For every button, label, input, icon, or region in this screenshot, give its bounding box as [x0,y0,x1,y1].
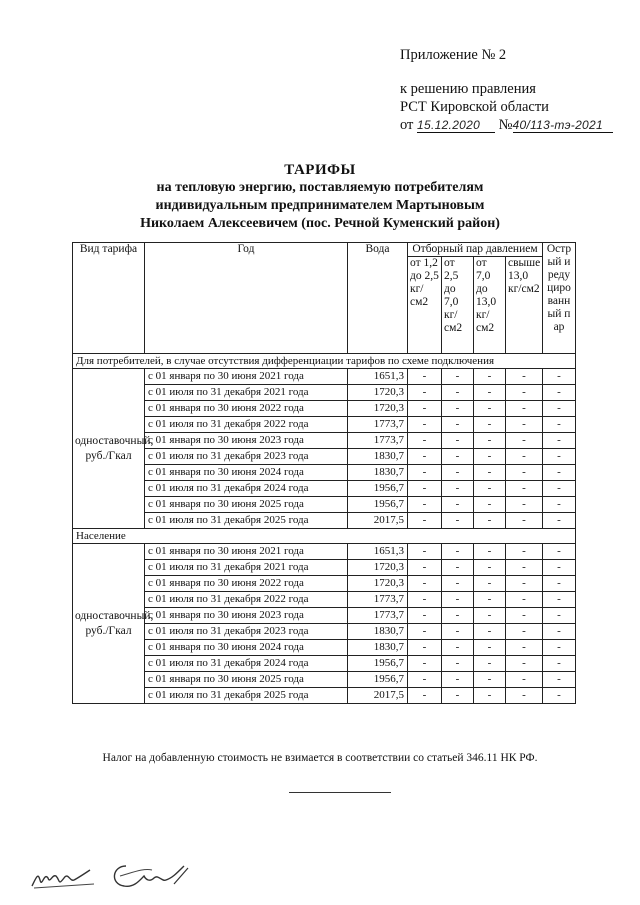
water-value: 1956,7 [348,672,408,688]
steam-value: - [442,401,474,417]
table-row [73,624,576,640]
steam-value: - [543,497,576,513]
steam-value: - [506,672,543,688]
steam-value: - [442,672,474,688]
water-value: 1651,3 [348,544,408,560]
steam-value: - [442,592,474,608]
steam-value: - [474,449,506,465]
steam-value: - [442,433,474,449]
steam-value: - [408,369,442,385]
decision-line: к решению правления [400,81,536,97]
period-cell: с 01 января по 30 июня 2022 года [145,401,348,417]
steam-value: - [543,433,576,449]
table-row [73,544,576,560]
steam-value: - [543,608,576,624]
period-cell: с 01 июля по 31 декабря 2021 года [145,560,348,576]
tariff-type: одноставочный, руб./Гкал [73,544,145,704]
header-water: Вода [348,243,408,354]
steam-value: - [474,369,506,385]
table-row [73,385,576,401]
steam-value: - [474,513,506,529]
steam-value: - [408,576,442,592]
steam-value: - [442,369,474,385]
steam-value: - [474,592,506,608]
steam-value: - [543,624,576,640]
steam-value: - [543,481,576,497]
steam-value: - [474,560,506,576]
steam-value: - [506,385,543,401]
section-title: Население [73,529,576,544]
table-row [73,656,576,672]
period-cell: с 01 июля по 31 декабря 2025 года [145,688,348,704]
steam-value: - [506,560,543,576]
appendix-number: Приложение № 2 [400,47,507,63]
steam-value: - [474,385,506,401]
section-title: Для потребителей, в случае отсутствия дифференциации тарифов по схеме подключения [73,354,576,369]
steam-value: - [543,385,576,401]
steam-value: - [442,449,474,465]
steam-value: - [506,688,543,704]
authority-line: РСТ Кировской области [400,99,549,115]
steam-value: - [442,576,474,592]
table-row [73,592,576,608]
steam-value: - [442,481,474,497]
period-cell: с 01 июля по 31 декабря 2024 года [145,656,348,672]
header-vid: Вид тарифа [73,243,145,354]
steam-value: - [474,672,506,688]
table-row [73,608,576,624]
divider-line [289,792,391,793]
signature-2 [104,858,194,892]
water-value: 2017,5 [348,688,408,704]
steam-value: - [442,544,474,560]
water-value: 1773,7 [348,417,408,433]
steam-value: - [442,560,474,576]
tariff-type: одноставочный, руб./Гкал [73,369,145,529]
steam-value: - [506,465,543,481]
steam-value: - [543,656,576,672]
steam-value: - [506,449,543,465]
period-cell: с 01 июля по 31 декабря 2022 года [145,592,348,608]
steam-value: - [442,608,474,624]
steam-value: - [543,592,576,608]
steam-value: - [474,465,506,481]
table-row [73,560,576,576]
steam-value: - [442,465,474,481]
title-line-2: на тепловую энергию, поставляемую потребителям [156,180,484,195]
steam-value: - [506,640,543,656]
steam-value: - [474,544,506,560]
period-cell: с 01 июля по 31 декабря 2022 года [145,417,348,433]
table-row [73,672,576,688]
steam-value: - [408,672,442,688]
steam-value: - [408,688,442,704]
section-row [73,529,576,544]
table-row [73,401,576,417]
steam-value: - [442,640,474,656]
steam-value: - [506,433,543,449]
steam-value: - [408,592,442,608]
period-cell: с 01 января по 30 июня 2024 года [145,640,348,656]
water-value: 2017,5 [348,513,408,529]
title-line-3: индивидуальным предпринимателем Мартыновым [155,198,485,213]
table-row [73,417,576,433]
period-cell: с 01 июля по 31 декабря 2023 года [145,624,348,640]
steam-value: - [442,417,474,433]
steam-value: - [543,449,576,465]
number-label: № [498,117,513,133]
water-value: 1720,3 [348,576,408,592]
period-cell: с 01 июля по 31 декабря 2025 года [145,513,348,529]
water-value: 1956,7 [348,656,408,672]
steam-value: - [506,401,543,417]
steam-value: - [442,656,474,672]
steam-value: - [408,465,442,481]
from-label: от [400,117,414,133]
header-year: Год [145,243,348,354]
period-cell: с 01 июля по 31 декабря 2024 года [145,481,348,497]
table-row [73,449,576,465]
water-value: 1773,7 [348,433,408,449]
appendix-block [400,46,613,134]
steam-value: - [543,465,576,481]
section-row [73,354,576,369]
steam-value: - [506,656,543,672]
water-value: 1956,7 [348,497,408,513]
steam-value: - [408,640,442,656]
steam-value: - [408,433,442,449]
water-value: 1830,7 [348,640,408,656]
steam-value: - [543,672,576,688]
table-row [73,369,576,385]
table-row [73,481,576,497]
water-value: 1651,3 [348,369,408,385]
steam-value: - [474,417,506,433]
tariff-table [72,242,576,704]
steam-value: - [408,401,442,417]
signature-1 [28,858,100,892]
header-pressure-3: от 7,0 до 13,0 кг/см2 [474,257,506,354]
steam-value: - [506,417,543,433]
water-value: 1830,7 [348,449,408,465]
steam-value: - [543,401,576,417]
water-value: 1720,3 [348,401,408,417]
steam-value: - [442,624,474,640]
water-value: 1773,7 [348,592,408,608]
steam-value: - [408,608,442,624]
table-row [73,433,576,449]
steam-value: - [408,656,442,672]
water-value: 1830,7 [348,624,408,640]
table-row [73,465,576,481]
table-row [73,688,576,704]
steam-value: - [506,513,543,529]
steam-value: - [474,497,506,513]
period-cell: с 01 июля по 31 декабря 2021 года [145,385,348,401]
steam-value: - [474,433,506,449]
steam-value: - [506,544,543,560]
steam-value: - [408,417,442,433]
water-value: 1720,3 [348,560,408,576]
steam-value: - [474,608,506,624]
table-row [73,640,576,656]
steam-value: - [474,640,506,656]
header-sharp-steam: Острый и редуцированный пар [543,243,576,354]
decision-number: 40/113-тэ-2021 [513,119,613,133]
steam-value: - [474,656,506,672]
steam-value: - [506,592,543,608]
date-number-line [400,116,613,134]
steam-value: - [474,481,506,497]
steam-value: - [543,369,576,385]
header-steam-group: Отборный пар давлением [408,243,543,257]
steam-value: - [442,688,474,704]
steam-value: - [408,560,442,576]
document-title [0,161,640,233]
header-pressure-4: свыше 13,0 кг/см2 [506,257,543,354]
steam-value: - [442,385,474,401]
steam-value: - [442,513,474,529]
steam-value: - [543,576,576,592]
steam-value: - [543,688,576,704]
steam-value: - [474,624,506,640]
steam-value: - [543,560,576,576]
title-line-4: Николаем Алексеевичем (пос. Речной Куменский район) [140,216,500,231]
period-cell: с 01 января по 30 июня 2025 года [145,497,348,513]
steam-value: - [474,688,506,704]
decision-date: 15.12.2020 [417,119,495,133]
steam-value: - [408,385,442,401]
table-row [73,497,576,513]
title-heading: ТАРИФЫ [284,162,356,178]
header-pressure-1: от 1,2 до 2,5 кг/см2 [408,257,442,354]
steam-value: - [543,513,576,529]
steam-value: - [506,624,543,640]
water-value: 1956,7 [348,481,408,497]
period-cell: с 01 января по 30 июня 2023 года [145,433,348,449]
period-cell: с 01 января по 30 июня 2023 года [145,608,348,624]
steam-value: - [474,401,506,417]
period-cell: с 01 января по 30 июня 2025 года [145,672,348,688]
steam-value: - [408,513,442,529]
steam-value: - [442,497,474,513]
steam-value: - [543,417,576,433]
steam-value: - [408,449,442,465]
steam-value: - [408,624,442,640]
header-pressure-2: от 2,5 до 7,0 кг/см2 [442,257,474,354]
steam-value: - [543,640,576,656]
table-row [73,576,576,592]
period-cell: с 01 января по 30 июня 2024 года [145,465,348,481]
steam-value: - [474,576,506,592]
period-cell: с 01 января по 30 июня 2021 года [145,544,348,560]
period-cell: с 01 июля по 31 декабря 2023 года [145,449,348,465]
steam-value: - [408,497,442,513]
steam-value: - [408,481,442,497]
vat-note: Налог на добавленную стоимость не взимается в соответствии со статьей 346.11 НК РФ. [102,752,538,764]
steam-value: - [506,481,543,497]
steam-value: - [408,544,442,560]
steam-value: - [506,576,543,592]
water-value: 1773,7 [348,608,408,624]
steam-value: - [543,544,576,560]
water-value: 1720,3 [348,385,408,401]
steam-value: - [506,608,543,624]
table-row [73,513,576,529]
steam-value: - [506,369,543,385]
period-cell: с 01 января по 30 июня 2021 года [145,369,348,385]
steam-value: - [506,497,543,513]
period-cell: с 01 января по 30 июня 2022 года [145,576,348,592]
water-value: 1830,7 [348,465,408,481]
